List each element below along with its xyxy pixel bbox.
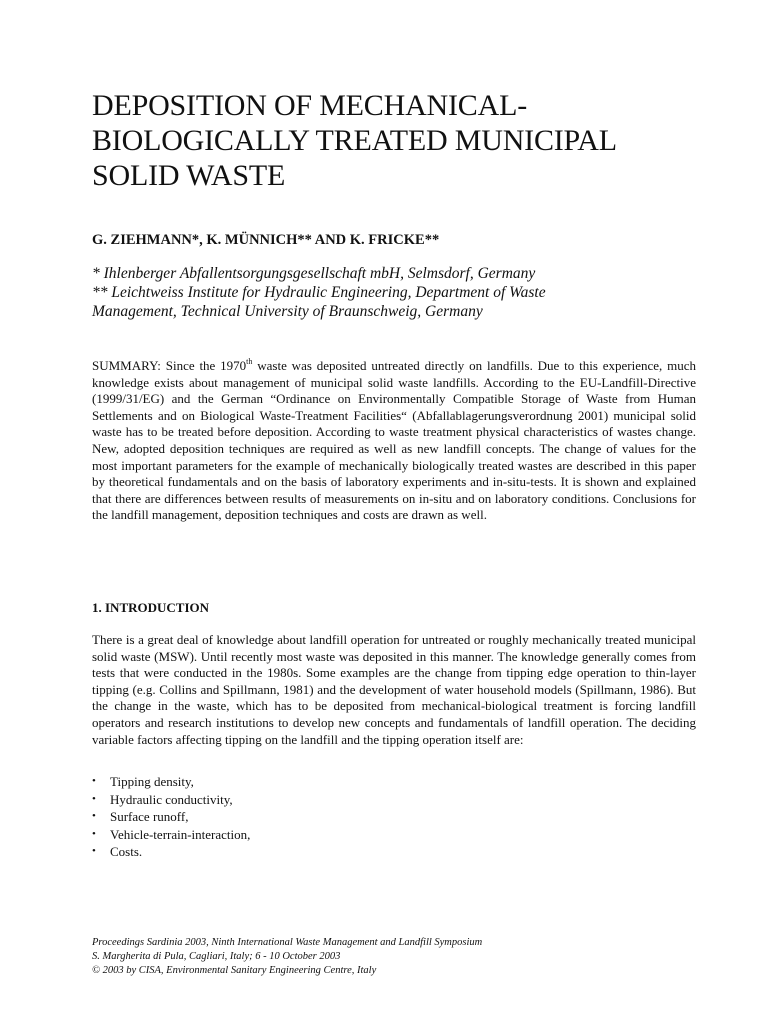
summary-superscript: th [246, 357, 253, 366]
affiliation-line: ** Leichtweiss Institute for Hydraulic Engineering, Department of Waste [92, 284, 546, 301]
summary-text-start: Since the 1970 [160, 358, 247, 373]
bullet-icon: • [92, 792, 96, 805]
bullet-icon: • [92, 775, 96, 787]
introduction-paragraph: There is a great deal of knowledge about landfill operation for untreated or roughly mechanically treated municipal solid waste (MSW). Until recently most waste was deposited in this manner. The knowledge generally comes from tests that were conducted in the 1980s. Some examples are the change from tipping edge operation to thin-layer tipping (e.g. Collins and Spillmann, 1981) and the development of water household models (Spillmann, 1986). But the change in the waste, which has to be deposited from mechanical-biological treatment is forcing landfill operators and research institutions to develop new concepts and fundamentals of landfill operation. The deciding variable factors affecting tipping on the landfill and the tipping operation itself are: [92, 632, 696, 747]
footer-line: S. Margherita di Pula, Cagliari, Italy; 6 - 10 October 2003 [92, 951, 341, 962]
list-item-text: Vehicle-terrain-interaction, [110, 826, 251, 842]
list-item [92, 808, 250, 826]
list-item-text: Tipping density, [110, 774, 194, 789]
affiliations [92, 264, 702, 321]
affiliation-line: Management, Technical University of Braunschweig, Germany [92, 303, 483, 320]
summary-label: SUMMARY: [92, 358, 161, 373]
bullet-icon: • [92, 810, 96, 822]
bullet-icon: • [92, 845, 96, 857]
section-heading-introduction: 1. INTRODUCTION [92, 600, 210, 615]
summary-text: waste was deposited untreated directly on landfills. Due to this experience, much knowledge exists about management of municipal solid waste landfills. According to the EU-Landfill-Directive (1999/31/EG) and the German “Ordinance on Environmentally Compatible Storage of Waste from Human Settlements and on Biological Waste-Treatment Facilities“ (Abfallablagerungsverordnung 2001) municipal solid waste has to be treated before deposition. According to waste treatment physical characteristics of wastes change. New, adopted deposition techniques are required as well as new landfill concepts. The change of values for the most important parameters for the example of mechanically biologically treated wastes are described in this paper by theoretical fundamentals and on the basis of laboratory experiments and in-situ-tests. It is shown and explained that there are differences between results of measurements on in-situ and on laboratory conditions. Conclusions for the landfill management, deposition techniques and costs are drawn as well. [92, 358, 696, 523]
factor-list [92, 773, 250, 861]
affiliation-line: * Ihlenberger Abfallentsorgungsgesellschaft mbH, Selmsdorf, Germany [92, 265, 536, 282]
bullet-icon: • [92, 827, 96, 840]
paper-title [92, 88, 696, 193]
proceedings-footer [92, 936, 696, 978]
list-item [92, 843, 250, 861]
list-item-text: Surface runoff, [110, 809, 189, 824]
list-item-text: Hydraulic conductivity, [110, 791, 233, 807]
list-item [92, 773, 250, 791]
footer-line: © 2003 by CISA, Environmental Sanitary Engineering Centre, Italy [92, 965, 377, 976]
title-line: BIOLOGICALLY TREATED MUNICIPAL [92, 124, 617, 157]
title-line: SOLID WASTE [92, 159, 286, 192]
list-item [92, 791, 250, 809]
list-item [92, 826, 250, 844]
summary-abstract [92, 358, 696, 524]
list-item-text: Costs. [110, 844, 143, 859]
title-line: DEPOSITION OF MECHANICAL- [92, 89, 527, 122]
footer-line: Proceedings Sardinia 2003, Ninth International Waste Management and Landfill Symposium [92, 937, 483, 948]
authors: G. ZIEHMANN*, K. MÜNNICH** AND K. FRICKE** [92, 232, 440, 248]
